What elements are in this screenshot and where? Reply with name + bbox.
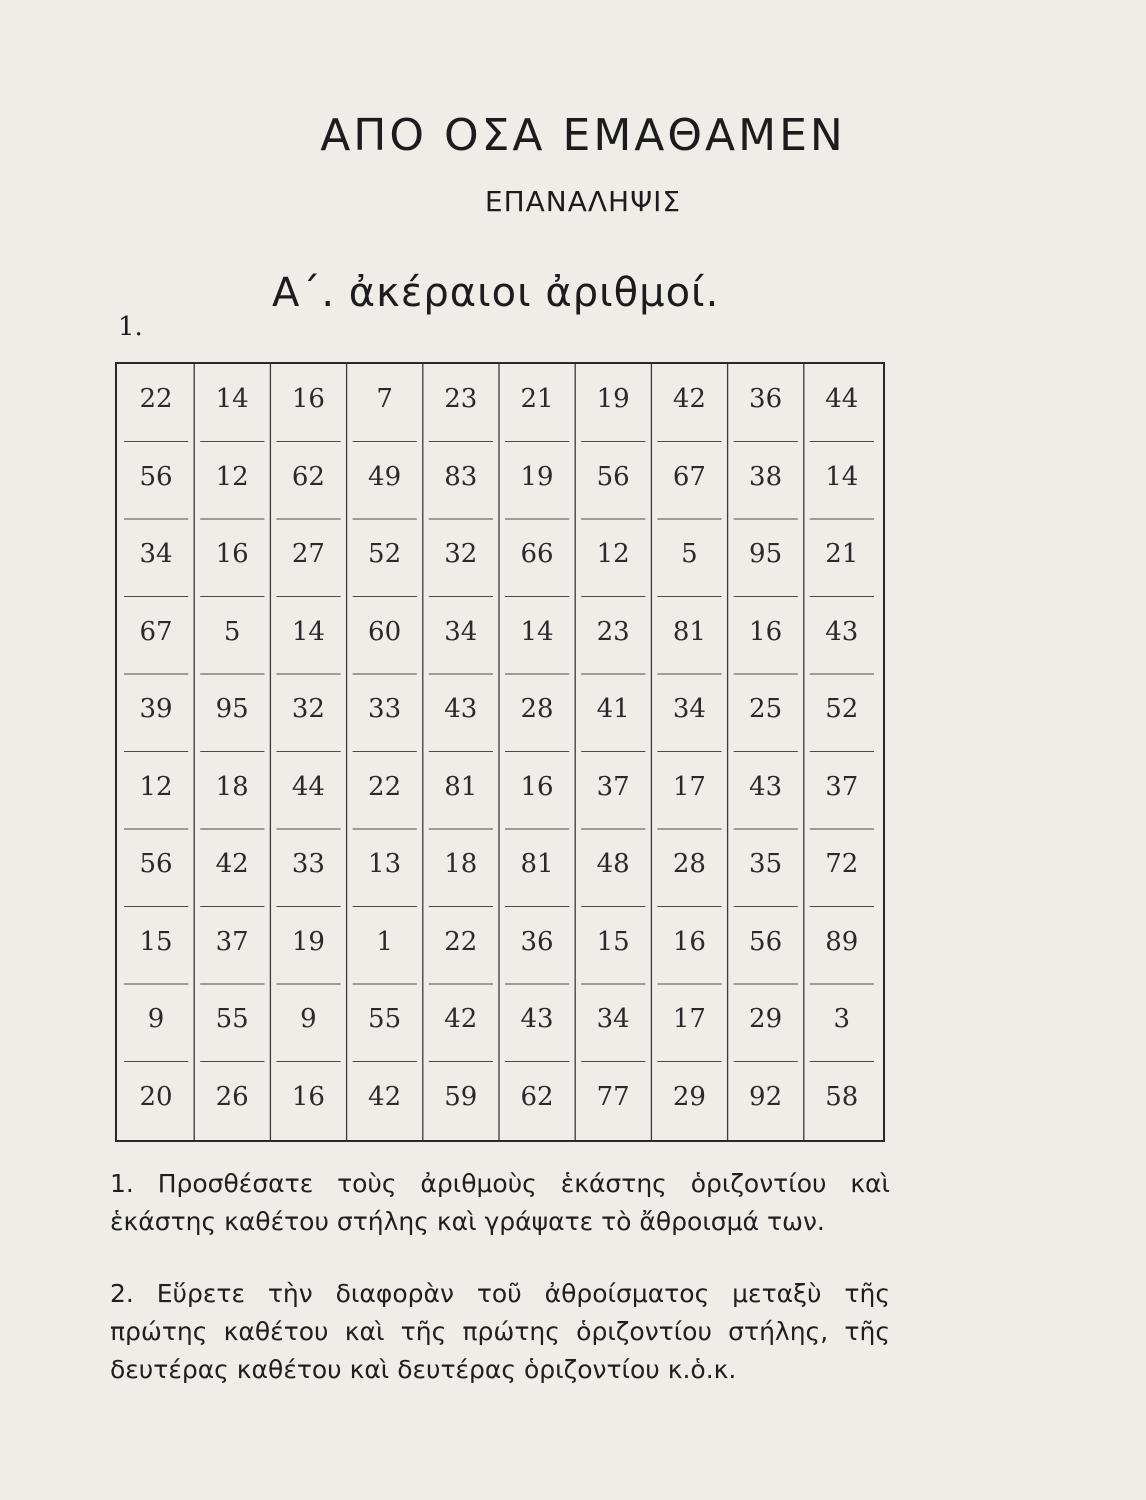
grid-cell: 43 <box>749 771 783 802</box>
grid-cell: 19 <box>520 461 554 492</box>
grid-cell: 55 <box>215 1004 249 1034</box>
page-subtitle: ΕΠΑΝΑΛΗΨΙΣ <box>484 185 682 218</box>
grid-cell: 42 <box>368 1081 402 1112</box>
instruction-2: 2. Εὕρετε τὴν διαφορὰν τοῦ ἀθροίσματος μεταξὺ τῆς πρώτης καθέτου καὶ τῆς πρώτης ὁριζοντίου στήλης, τῆς δευτέρας καθέτου καὶ δευτέρας ὁριζοντίου κ.ὁ.κ. <box>110 1279 890 1384</box>
grid-cell: 35 <box>749 849 783 879</box>
number-grid <box>118 364 880 1140</box>
grid-cell: 18 <box>215 771 249 802</box>
grid-cell: 14 <box>825 461 859 492</box>
grid-cell: 14 <box>520 616 554 647</box>
grid-cell: 77 <box>596 1081 630 1112</box>
grid-cell: 23 <box>444 384 478 414</box>
grid-cell: 14 <box>215 384 249 414</box>
grid-cell: 19 <box>596 384 630 414</box>
grid-cell: 34 <box>139 539 173 569</box>
grid-cell: 9 <box>147 1004 165 1034</box>
grid-cell: 16 <box>291 384 325 414</box>
grid-cell: 52 <box>825 694 859 724</box>
grid-cell: 32 <box>444 539 478 569</box>
grid-cell: 16 <box>672 926 706 957</box>
grid-cell: 21 <box>825 539 859 569</box>
grid-cell: 37 <box>596 771 630 802</box>
grid-cell: 38 <box>749 461 783 492</box>
grid-cell: 95 <box>215 694 249 724</box>
grid-cell: 3 <box>833 1004 851 1034</box>
grid-cell: 43 <box>520 1004 554 1034</box>
grid-cell: 16 <box>291 1081 325 1112</box>
exercise-number: 1. <box>118 312 143 342</box>
grid-cell: 72 <box>825 849 859 879</box>
grid-cell: 9 <box>300 1004 317 1034</box>
section-heading: Α΄. ἀκέραιοι ἀριθμοί. <box>272 270 720 316</box>
grid-cell: 16 <box>749 616 783 647</box>
grid-cell: 23 <box>596 616 630 647</box>
grid-cell: 21 <box>520 384 554 414</box>
grid-cell: 1 <box>376 926 393 957</box>
grid-cell: 62 <box>520 1081 554 1112</box>
grid-cell: 29 <box>672 1081 706 1112</box>
grid-cell: 19 <box>291 926 325 957</box>
grid-cell: 42 <box>215 849 249 879</box>
grid-cell: 58 <box>825 1081 859 1112</box>
grid-cell: 34 <box>596 1004 630 1034</box>
grid-cell: 17 <box>672 1004 706 1034</box>
grid-cell: 12 <box>596 539 630 569</box>
grid-cell: 62 <box>291 461 325 492</box>
grid-cell: 5 <box>681 539 698 569</box>
grid-cell: 56 <box>139 461 173 492</box>
grid-cell: 81 <box>672 616 706 647</box>
grid-cell: 22 <box>139 384 173 414</box>
grid-cell: 43 <box>444 694 478 724</box>
grid-cell: 37 <box>215 926 249 957</box>
grid-cell: 52 <box>368 539 402 569</box>
grid-cell: 37 <box>825 771 859 802</box>
grid-cell: 22 <box>444 926 478 957</box>
page-title: ΑΠΟ ΟΣΑ ΕΜΑΘΑΜΕΝ <box>320 110 846 161</box>
grid-cell: 12 <box>139 771 173 802</box>
grid-cell: 27 <box>291 539 325 569</box>
grid-cell: 48 <box>596 849 630 879</box>
grid-cell: 15 <box>596 926 630 957</box>
instruction-1: 1. Προσθέσατε τοὺς ἀριθμοὺς ἑκάστης ὁριζοντίου καὶ ἑκάστης καθέτου στήλης καὶ γράψατε τὸ ἄθροισμά των. <box>110 1169 890 1236</box>
grid-cell: 36 <box>749 384 783 414</box>
grid-cell: 44 <box>825 384 859 414</box>
grid-cell: 60 <box>368 616 402 647</box>
grid-cell: 59 <box>444 1081 478 1112</box>
grid-cell: 29 <box>749 1004 783 1034</box>
grid-cell: 16 <box>215 539 249 569</box>
grid-cell: 81 <box>520 849 554 879</box>
grid-cell: 25 <box>749 694 783 724</box>
grid-cell: 5 <box>223 616 241 647</box>
grid-cell: 36 <box>520 926 554 957</box>
grid-cell: 34 <box>444 616 478 647</box>
grid-cell: 7 <box>376 384 393 414</box>
grid-cell: 17 <box>672 771 706 802</box>
grid-cell: 12 <box>215 461 249 492</box>
grid-cell: 81 <box>444 771 478 802</box>
grid-cell: 66 <box>520 539 554 569</box>
grid-cell: 33 <box>291 849 325 879</box>
grid-cell: 56 <box>596 461 630 492</box>
grid-cell: 34 <box>672 694 706 724</box>
grid-cell: 26 <box>215 1081 249 1112</box>
grid-cell: 56 <box>749 926 783 957</box>
grid-cell: 28 <box>520 694 554 724</box>
grid-cell: 95 <box>749 539 783 569</box>
grid-cell: 39 <box>139 694 173 724</box>
grid-cell: 15 <box>139 926 173 957</box>
grid-cell: 16 <box>520 771 554 802</box>
grid-cell: 67 <box>139 616 173 647</box>
grid-cell: 22 <box>368 771 402 802</box>
grid-cell: 92 <box>749 1081 783 1112</box>
grid-cell: 89 <box>825 926 859 957</box>
grid-cell: 42 <box>444 1004 478 1034</box>
grid-cell: 55 <box>368 1004 402 1034</box>
grid-cell: 20 <box>139 1081 173 1112</box>
grid-cell: 33 <box>368 694 402 724</box>
grid-cell: 14 <box>291 616 325 647</box>
grid-cell: 49 <box>368 461 402 492</box>
grid-cell: 44 <box>291 771 325 802</box>
grid-cell: 43 <box>825 616 859 647</box>
grid-cell: 41 <box>596 694 630 724</box>
grid-cell: 67 <box>672 461 706 492</box>
grid-cell: 42 <box>672 384 706 414</box>
grid-cell: 28 <box>672 849 706 879</box>
grid-cell: 18 <box>444 849 478 879</box>
grid-cell: 13 <box>368 849 402 879</box>
grid-cell: 56 <box>139 849 173 879</box>
grid-cell: 32 <box>291 694 325 724</box>
grid-cell: 83 <box>444 461 478 492</box>
